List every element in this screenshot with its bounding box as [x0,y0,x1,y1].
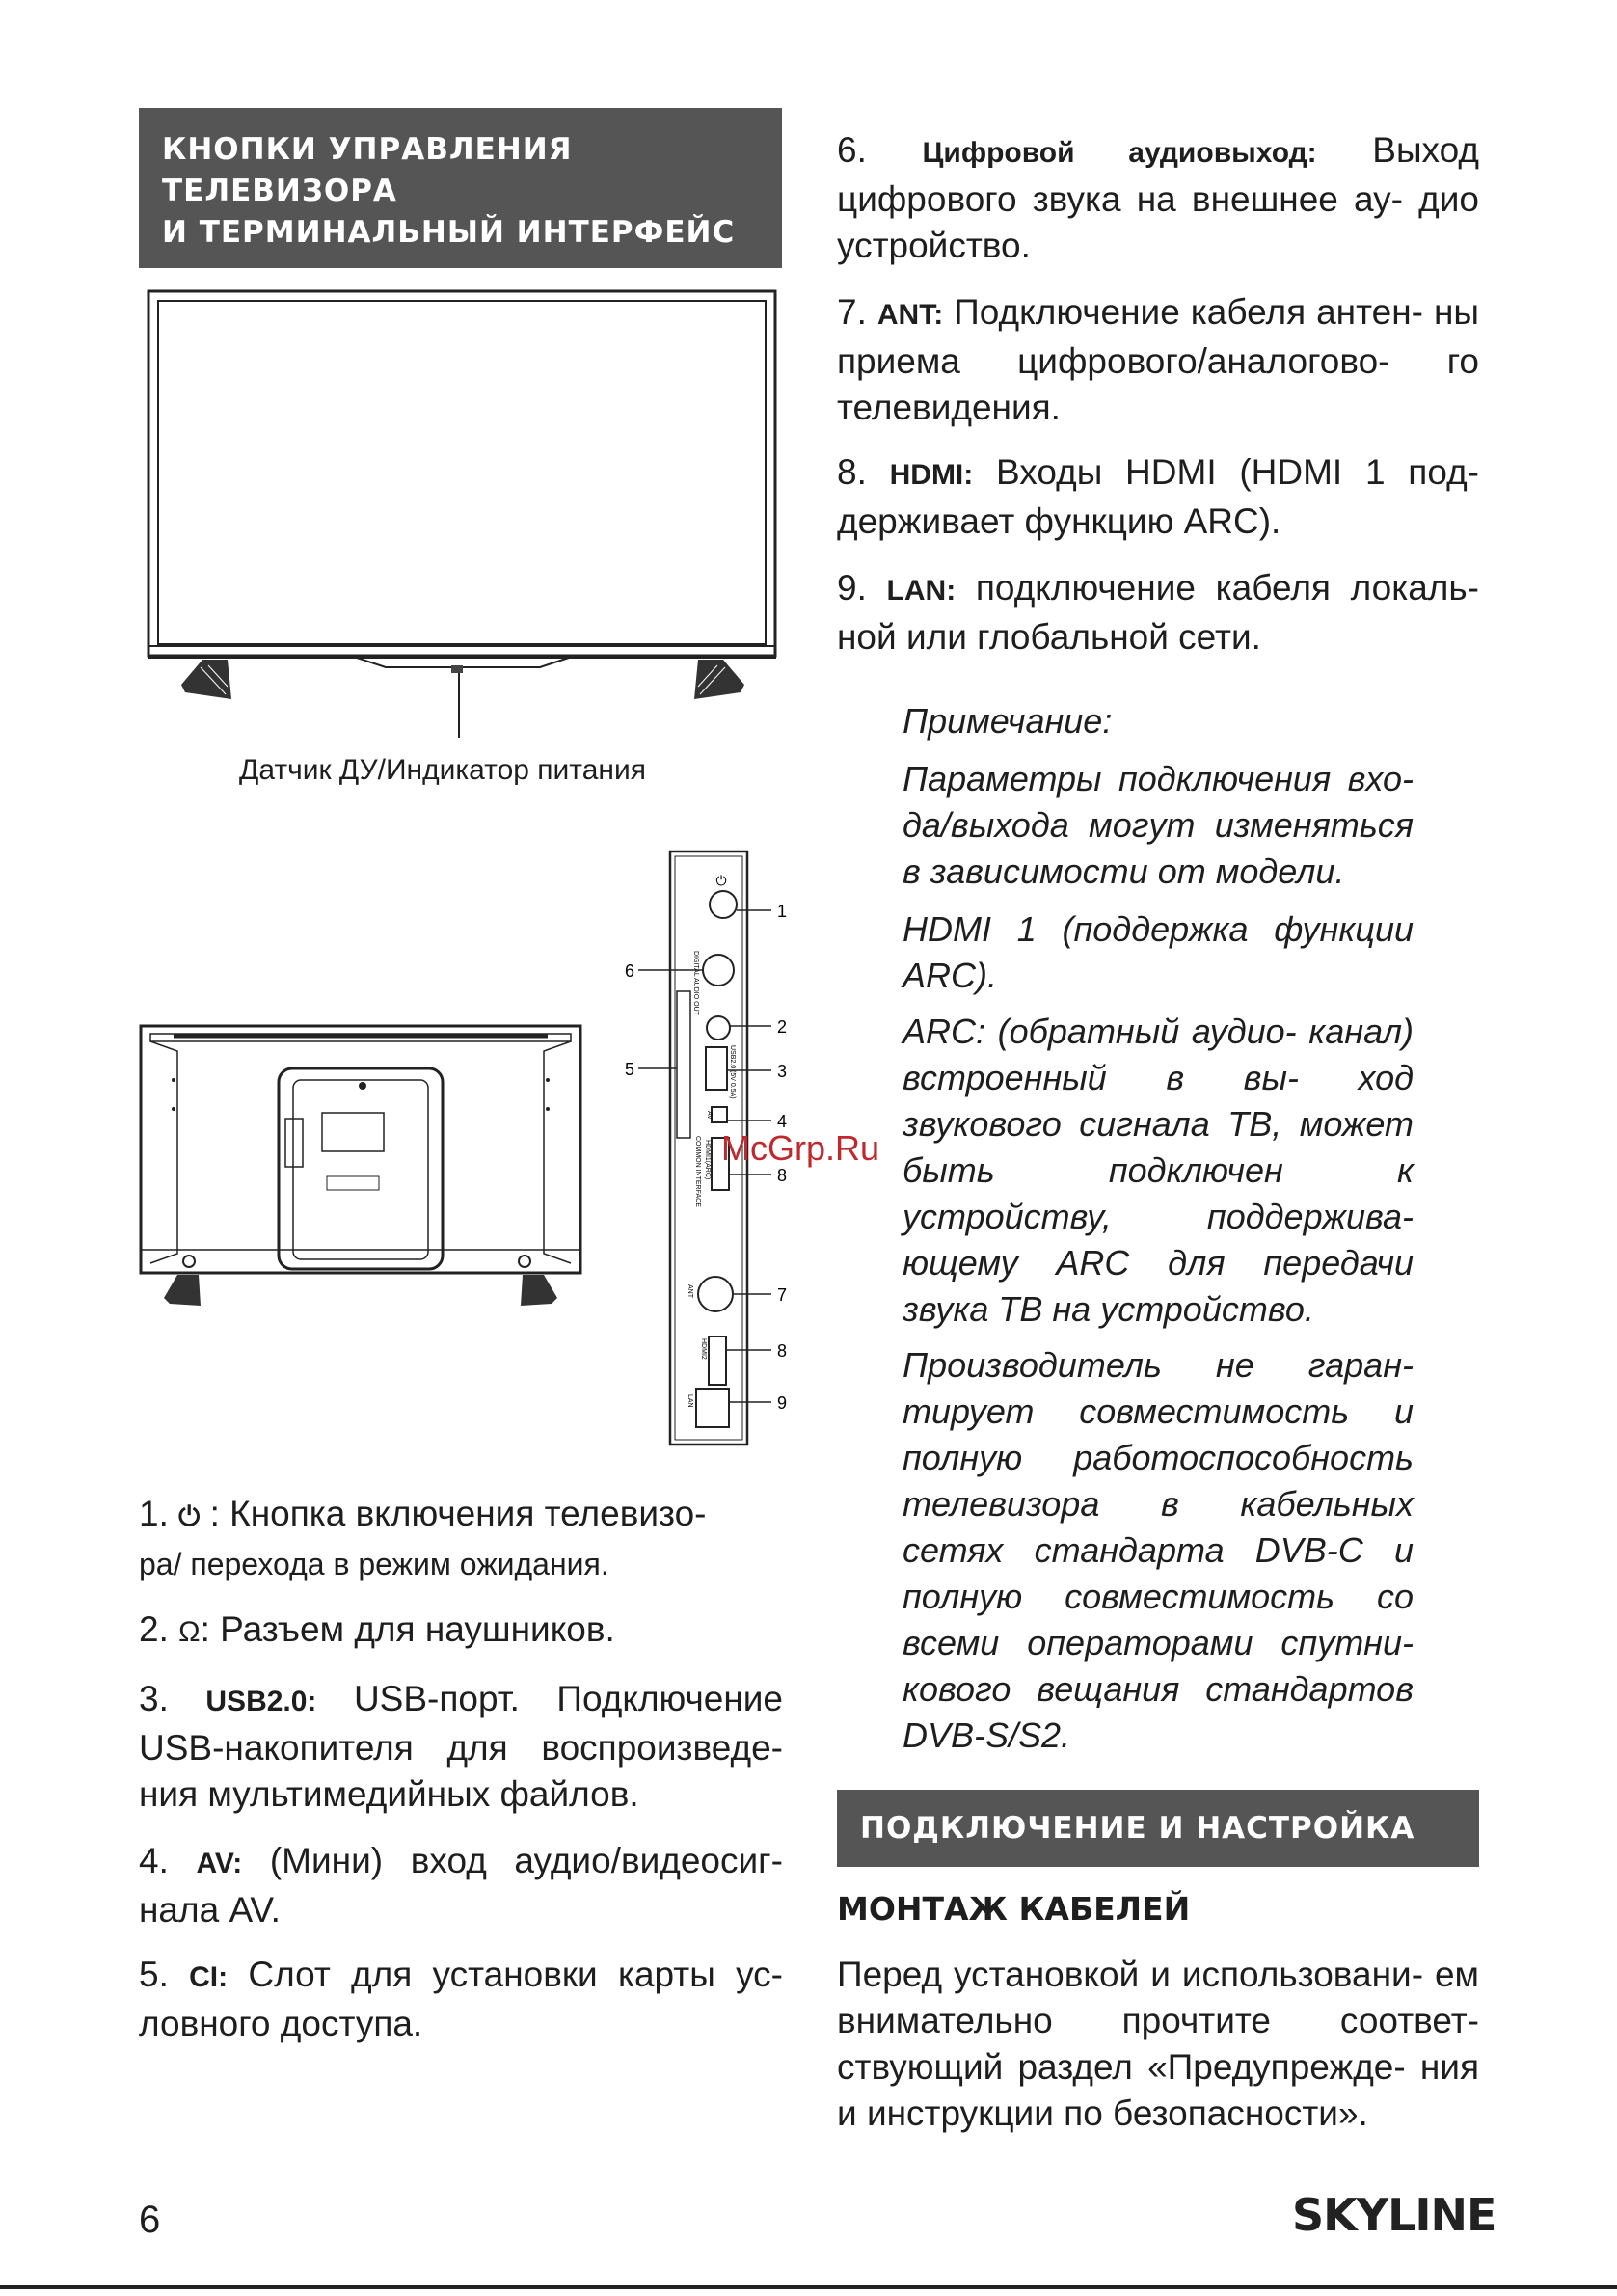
note-paragraph-3: ARC: (обратный аудио- канал) встроенный в вы- ход звукового сигнала ТВ, может быть подключен к устройству, поддержива- ющему ARC для передачи звука ТВ на устройство. [903,1012,1414,1329]
item-text: Входы HDMI (HDMI 1 под- держивает функцию ARC). [837,452,1479,541]
item-number: 4. [139,1841,169,1880]
item-av [139,1838,783,1933]
body-text: Перед установкой и использовани- ем внимательно прочтите соответ- ствующий раздел «Предупрежде- ния и инструкции по безопасности». [837,1955,1479,2133]
item-number: 5. [139,1955,169,1994]
svg-text:⏻: ⏻ [715,873,727,888]
port-label-digital: DIGITAL AUDIO OUT [692,951,699,1015]
item-number: 3. [139,1679,169,1718]
item-text: Слот для установки карты ус- ловного доступа. [139,1955,783,2043]
note-title: Примечание: [903,701,1113,741]
header-line-3: И ТЕРМИНАЛЬНЫЙ ИНТЕРФЕЙС [162,215,736,250]
note-paragraph-2: HDMI 1 (поддержка функции ARC). [903,909,1414,995]
port-label-hdmi1: HDMI1(ARC) [704,1140,711,1180]
item-text: подключение кабеля локаль- ной или глобальной сети. [837,568,1479,657]
item-term: USB2.0: [205,1686,317,1717]
port-label-av: AV [706,1111,713,1120]
item-term: HDMI: [889,459,974,491]
remote-sensor-caption: Датчик ДУ/Индикатор питания [239,754,646,786]
item-term: AV: [196,1848,243,1879]
header-line-1: КНОПКИ УПРАВЛЕНИЯ [162,132,573,167]
port-label-ant: ANT [687,1284,693,1298]
page-number: 6 [139,2199,161,2241]
item-text: ра/ перехода в режим ожидания. [139,1547,609,1581]
port-label-usb: USB2.0 (5V 0.5A) [729,1045,736,1099]
header-line-2: ТЕЛЕВИЗОРА [162,174,397,208]
section-header-connection: ПОДКЛЮЧЕНИЕ И НАСТРОЙКА [837,1790,1479,1867]
item-hdmi [837,449,1479,545]
item-text: : Разъем для наушников. [200,1609,615,1649]
item-term: ANT: [876,299,944,331]
power-icon: ⏻ [178,1501,201,1531]
item-lan [837,565,1479,661]
item-term: CI: [189,1961,229,1993]
item-power [139,1491,783,1587]
item-number: 7. [837,292,867,332]
section-header-controls [139,108,782,268]
callout-4: 4 [777,1112,788,1131]
brand-logo: SKYLINE [1292,2189,1496,2241]
callout-9: 9 [777,1393,788,1413]
tv-front-illustration [145,289,781,743]
item-term: Цифровой аудиовыход: [922,137,1317,169]
callout-1: 1 [777,902,788,921]
item-number: 8. [837,452,867,492]
item-ant [837,289,1479,431]
callout-6: 6 [625,961,635,981]
bottom-rule [0,2285,1617,2289]
item-digital-audio [837,127,1479,269]
item-text: Подключение кабеля антен- ны приема цифрового/аналогово- го телевидения. [837,292,1479,427]
item-usb [139,1676,783,1818]
item-term: LAN: [886,575,957,607]
note-paragraph-1: Параметры подключения вхо- да/выхода могут изменяться в зависимости от модели. [903,759,1414,891]
callout-8a: 8 [777,1166,788,1185]
item-text: : Кнопка включения телевизо- [200,1494,707,1533]
item-number: 2. [139,1609,169,1649]
callout-7: 7 [777,1285,788,1305]
item-text: Выход цифрового звука на внешнее ау- дио устройство. [837,130,1479,265]
item-headphones [139,1607,783,1656]
port-label-ci: COMMON INTERFACE [694,1136,701,1207]
watermark: McGrp.Ru [721,1128,880,1168]
item-text: USB-порт. Подключение USB-накопителя для воспроизведе- ния мультимедийных файлов. [139,1679,783,1814]
headphones-icon: Ω [178,1616,201,1648]
item-text: (Мини) вход аудио/видеосиг- нала AV. [139,1841,783,1930]
item-number: 6. [837,130,867,170]
callout-8b: 8 [777,1341,788,1361]
callout-3: 3 [777,1062,788,1081]
item-number: 1. [139,1494,169,1533]
note-paragraph-4: Производитель не гаран- тирует совместимость и полную работоспособность телевизора в кабельных сетях стандарта DVB-C и полную совместимость со всеми операторами спутни- кового вещания стандартов DVB-S/S2. [903,1345,1414,1755]
item-number: 9. [837,568,867,608]
item-ci [139,1952,783,2047]
port-label-hdmi2: HDMI2 [700,1338,707,1360]
port-label-lan: LAN [687,1394,693,1408]
callout-5: 5 [625,1060,635,1079]
subheading-cable-mounting: МОНТАЖ КАБЕЛЕЙ [837,1890,1191,1928]
callout-2: 2 [777,1017,788,1037]
tv-rear-illustration [139,1022,582,1311]
